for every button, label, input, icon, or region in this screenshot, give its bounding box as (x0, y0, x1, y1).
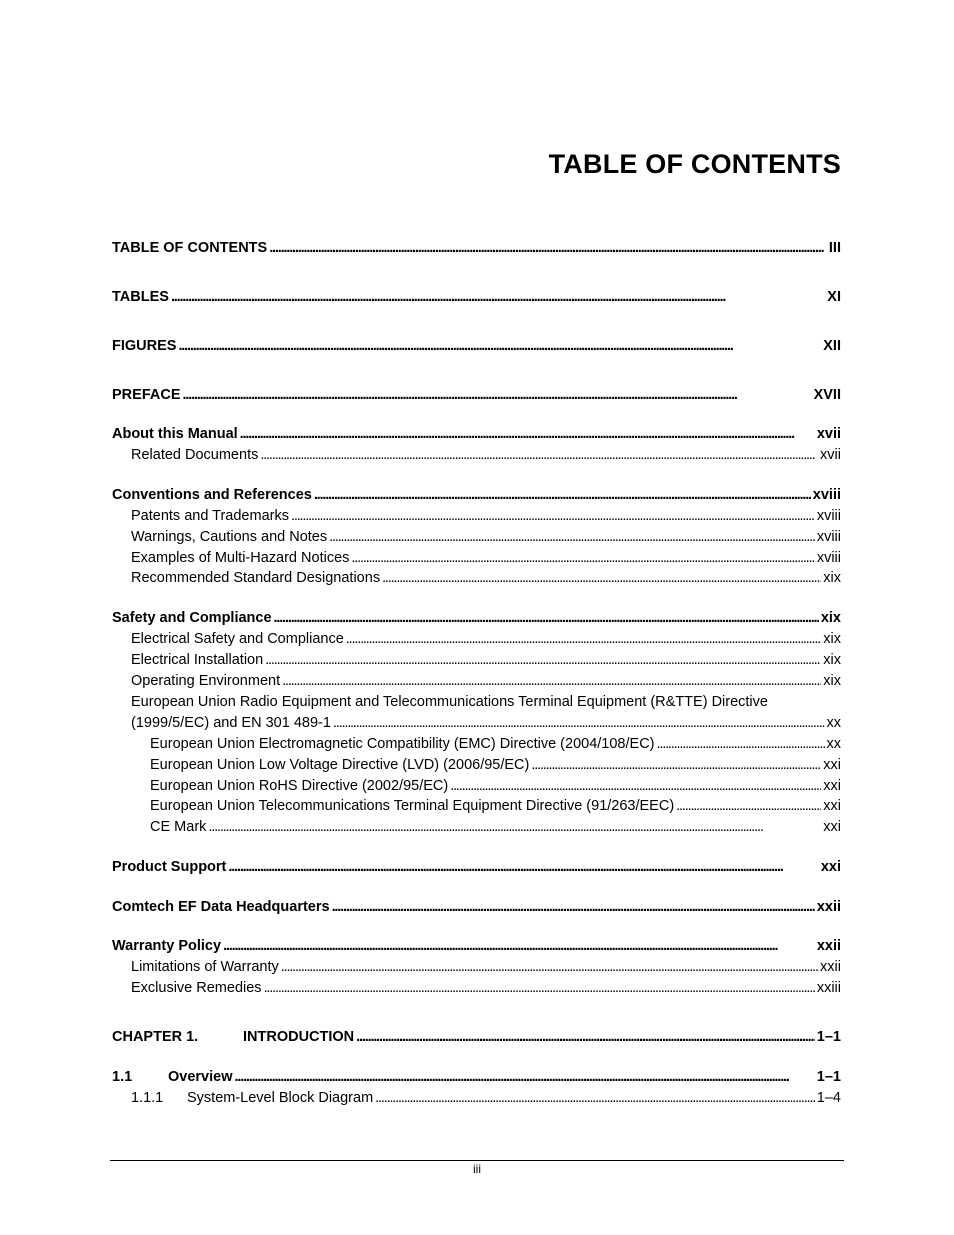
toc-entry-page: 1–4 (816, 1090, 841, 1106)
toc-entry-label (131, 650, 263, 670)
toc-entry-title: Examples of Multi-Hazard Notices (131, 550, 350, 566)
toc-entry-label (112, 608, 272, 628)
toc-entry[interactable] (112, 1088, 841, 1108)
toc-entry-page: xxi (823, 778, 841, 794)
toc-entry-title: European Union Telecommunications Terminal Equipment Directive (91/263/EEC) (150, 798, 675, 814)
toc-entry-label (112, 936, 221, 956)
toc-entry[interactable] (112, 485, 841, 505)
toc-entry[interactable] (112, 776, 841, 796)
toc-entry-label (131, 713, 331, 733)
toc-entry[interactable] (112, 957, 841, 977)
toc-entry-page: xxii (816, 899, 841, 915)
toc-dot-leader (332, 897, 815, 917)
toc-entry-page: 1–1 (816, 1069, 841, 1085)
toc-dot-leader (382, 568, 821, 588)
toc-entry-title: Related Documents (131, 447, 259, 463)
toc-entry-page: XVII (813, 387, 841, 403)
toc-entry[interactable] (112, 978, 841, 998)
toc-entry-label (131, 568, 380, 588)
toc-dot-leader (450, 776, 821, 796)
toc-entry-page: xxi (823, 798, 841, 814)
toc-entry-page: xviii (816, 550, 841, 566)
toc-entry-wrapped-line: European Union Radio Equipment and Telecommunications Terminal Equipment (R&TTE) Directive (131, 694, 768, 710)
toc-entry-label (150, 755, 529, 775)
toc-entry-label (150, 796, 674, 816)
toc-entry-title: Operating Environment (131, 673, 281, 689)
toc-entry-page: xxii (820, 959, 841, 975)
toc-entry[interactable] (112, 238, 841, 258)
toc-entry-label (112, 385, 181, 405)
toc-entry-page: xviii (812, 487, 841, 503)
toc-entry-label (131, 1088, 373, 1108)
toc-entry-label (150, 817, 206, 837)
toc-entry-number: 1.1.1 (131, 1090, 164, 1106)
toc-entry-page: III (828, 240, 841, 256)
toc-dot-leader (351, 548, 814, 568)
toc-dot-leader (265, 650, 821, 670)
toc-dot-leader (291, 506, 815, 526)
toc-entry-title: Recommended Standard Designations (131, 570, 381, 586)
toc-dot-leader (531, 755, 821, 775)
toc-entry-title: European Union RoHS Directive (2002/95/EC) (150, 778, 449, 794)
toc-entry-page: xxii (816, 938, 841, 954)
toc-entry[interactable] (112, 755, 841, 775)
toc-entry-title: Product Support (112, 859, 227, 875)
toc-entry-page: xxiii (816, 980, 841, 996)
toc-entry-label (131, 671, 280, 691)
toc-entry-title: Limitations of Warranty (131, 959, 279, 975)
toc-entry[interactable] (112, 568, 841, 588)
toc-dot-leader (314, 485, 811, 505)
page-title: TABLE OF CONTENTS (548, 149, 841, 179)
toc-dot-leader (676, 796, 821, 816)
toc-entry[interactable] (112, 671, 841, 691)
toc-entry-title: European Union Electromagnetic Compatibility (EMC) Directive (2004/108/EC) (150, 736, 655, 752)
toc-entry-title: TABLES (112, 289, 169, 305)
toc-entry-title: INTRODUCTION (243, 1029, 355, 1045)
toc-dot-leader (235, 1067, 815, 1087)
toc-entry-title: FIGURES (112, 338, 177, 354)
toc-dot-leader (240, 424, 815, 444)
toc-entry-label (112, 1027, 354, 1047)
toc-entry-title: (1999/5/EC) and EN 301 489-1 (131, 715, 331, 731)
toc-entry-page: xix (820, 610, 841, 626)
toc-entry[interactable] (112, 385, 841, 405)
toc-entry-label (112, 857, 226, 877)
toc-entry-page: xxi (820, 859, 841, 875)
toc-entry-page: xvii (816, 426, 841, 442)
toc-entry[interactable] (112, 817, 841, 837)
toc-entry-page: 1–1 (816, 1029, 841, 1045)
toc-entry-title: Electrical Safety and Compliance (131, 631, 344, 647)
toc-entry[interactable] (112, 734, 841, 754)
toc-entry-label (131, 957, 279, 977)
toc-entry-label (131, 629, 344, 649)
toc-entry-page: xx (826, 736, 841, 752)
toc-entry-page: xxi (823, 757, 841, 773)
toc-entry[interactable] (112, 857, 841, 877)
toc-entry-number: CHAPTER 1. (112, 1029, 199, 1045)
toc-entry-label (112, 238, 267, 258)
toc-entry-title: CE Mark (150, 819, 207, 835)
toc-entry[interactable] (112, 796, 841, 816)
toc-entry-title: PREFACE (112, 387, 181, 403)
toc-entry-label (131, 978, 262, 998)
toc-entry-label (112, 424, 238, 444)
toc-dot-leader (329, 527, 815, 547)
toc-dot-leader (178, 336, 821, 356)
toc-dot-leader (274, 608, 819, 628)
toc-entry-title: Exclusive Remedies (131, 980, 262, 996)
footer-page-number: iii (473, 1162, 481, 1176)
toc-entry[interactable] (112, 1067, 841, 1087)
toc-entry[interactable] (112, 287, 841, 307)
toc-dot-leader (269, 238, 827, 258)
toc-entry-label (131, 445, 258, 465)
toc-entry[interactable] (112, 548, 841, 568)
toc-entry-title: Patents and Trademarks (131, 508, 289, 524)
toc-entry-page: xix (823, 570, 841, 586)
toc-entry-page: xxi (823, 819, 841, 835)
toc-entry[interactable] (112, 936, 841, 956)
toc-entry-title: Warranty Policy (112, 938, 222, 954)
toc-entry[interactable] (112, 629, 841, 649)
toc-entry[interactable] (112, 650, 841, 670)
toc-entry-title: TABLE OF CONTENTS (112, 240, 268, 256)
toc-entry-label (131, 506, 289, 526)
toc-entry-page: xviii (816, 508, 841, 524)
toc-entry-title: Safety and Compliance (112, 610, 272, 626)
toc-entry-label (150, 734, 655, 754)
toc-entry[interactable] (112, 506, 841, 526)
toc-dot-leader (375, 1088, 815, 1108)
toc-entry-page: xix (823, 673, 841, 689)
footer-rule (110, 1160, 844, 1161)
toc-dot-leader (356, 1027, 815, 1047)
toc-dot-leader (260, 445, 818, 465)
toc-entry-page: XII (823, 338, 841, 354)
toc-entry-page: xx (826, 715, 841, 731)
toc-entry-page: XI (827, 289, 841, 305)
toc-entry[interactable] (112, 897, 841, 917)
toc-entry-label (112, 287, 169, 307)
toc-entry-title: European Union Low Voltage Directive (LVD) (2006/95/EC) (150, 757, 530, 773)
toc-dot-leader (228, 857, 818, 877)
toc-dot-leader (208, 817, 821, 837)
toc-entry-title: Conventions and References (112, 487, 312, 503)
toc-dot-leader (657, 734, 825, 754)
toc-entry-title: Warnings, Cautions and Notes (131, 529, 328, 545)
toc-dot-leader (282, 671, 821, 691)
toc-entry[interactable] (112, 527, 841, 547)
toc-entry-label (150, 776, 448, 796)
toc-entry-label (112, 897, 330, 917)
toc-entry-label (112, 336, 176, 356)
toc-entry-label (112, 1067, 233, 1087)
toc-entry[interactable] (112, 608, 841, 628)
toc-entry-label (131, 548, 349, 568)
toc-dot-leader (281, 957, 818, 977)
toc-entry-page: xix (823, 652, 841, 668)
toc-entry[interactable] (112, 336, 841, 356)
toc-entry-page: xix (823, 631, 841, 647)
toc-dot-leader (346, 629, 821, 649)
toc-entry[interactable] (112, 445, 841, 465)
toc-entry-title: System-Level Block Diagram (187, 1090, 374, 1106)
toc-entry[interactable] (112, 1027, 841, 1047)
toc-entry-number: 1.1 (112, 1069, 133, 1085)
toc-dot-leader (171, 287, 825, 307)
toc-entry-title: Overview (168, 1069, 233, 1085)
toc-entry-label (112, 485, 312, 505)
toc-entry-title: About this Manual (112, 426, 238, 442)
toc-dot-leader (183, 385, 812, 405)
toc-entry-title: Comtech EF Data Headquarters (112, 899, 330, 915)
toc-entry[interactable] (112, 713, 841, 733)
toc-entry-title: Electrical Installation (131, 652, 264, 668)
toc-entry[interactable] (112, 424, 841, 444)
toc-entry-page: xvii (820, 447, 841, 463)
toc-dot-leader (223, 936, 815, 956)
toc-entry-label (131, 527, 327, 547)
toc-dot-leader (264, 978, 815, 998)
toc-dot-leader (333, 713, 825, 733)
toc-entry-page: xviii (816, 529, 841, 545)
